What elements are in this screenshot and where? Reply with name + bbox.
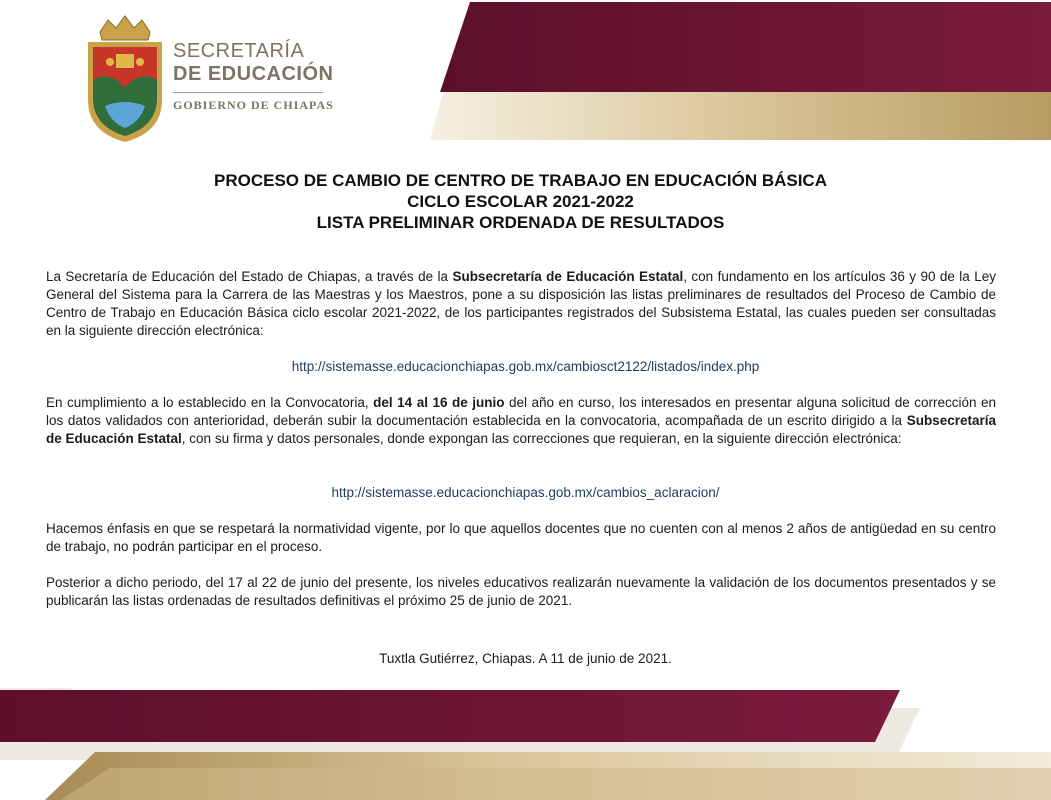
paragraph-4: Posterior a dicho periodo, del 17 al 22 de junio del presente, los niveles educativos realizarán nuevamente la validación de los documentos presentados y se publicarán las listas ordenadas de resultados definitivas el próximo 25 de junio de 2021. <box>46 575 996 608</box>
link-listados[interactable]: http://sistemasse.educacionchiapas.gob.mx/cambiosct2122/listados/index.php <box>291 359 760 374</box>
paragraph-2-bold-dates: del 14 al 16 de junio <box>373 395 505 410</box>
paragraph-2 <box>46 394 996 448</box>
title-line-1: PROCESO DE CAMBIO DE CENTRO DE TRABAJO EN EDUCACIÓN BÁSICA <box>214 171 827 190</box>
logo-divider <box>173 92 323 93</box>
paragraph-2-text-c: , con su firma y datos personales, donde expongan las correcciones que requieran, en la siguiente dirección electrónica: <box>181 431 902 446</box>
paragraph-1-text-a: La Secretaría de Educación del Estado de Chiapas, a través de la <box>46 269 453 284</box>
paragraph-1-bold: Subsecretaría de Educación Estatal <box>452 269 684 284</box>
document-title <box>0 170 1051 233</box>
logo-secretaria: SECRETARÍA <box>173 40 305 62</box>
secretaria-logo <box>80 10 350 145</box>
chiapas-crest-icon <box>80 10 170 145</box>
paragraph-2-text-a: En cumplimiento a lo establecido en la Convocatoria, <box>46 395 374 410</box>
title-line-3: LISTA PRELIMINAR ORDENADA DE RESULTADOS <box>316 213 725 232</box>
title-line-2: CICLO ESCOLAR 2021-2022 <box>407 192 634 211</box>
logo-gobierno: GOBIERNO DE CHIAPAS <box>173 98 334 112</box>
paragraph-1-text-b: , con fundamento en los artículos 36 y 90 de la Ley General del Sistema para la Carrera de las Maestras y los Maestros, pone a su disposición las listas preliminares de resultados del Proceso de Cambio de Centro de Trabajo en Educación Básica ciclo escolar 2021-2022, de los participantes registrados del Subsistema Estatal, las cuales pueden ser consultadas en la siguiente dirección electrónica: <box>46 269 996 338</box>
footer-maroon-band <box>0 690 900 742</box>
header-maroon-band <box>440 2 1051 92</box>
paragraph-1 <box>46 268 996 340</box>
link-aclaracion[interactable]: http://sistemasse.educacionchiapas.gob.mx/cambios_aclaracion/ <box>331 485 720 500</box>
paragraph-2-bold-subsecretaria: Subsecretaría de Educación Estatal <box>46 413 996 446</box>
logo-text <box>173 40 334 113</box>
logo-de-educacion: DE EDUCACIÓN <box>173 63 334 85</box>
footer-gold-stripe <box>60 768 1051 800</box>
closing-place-date: Tuxtla Gutiérrez, Chiapas. A 11 de junio de 2021. <box>379 651 672 666</box>
paragraph-3: Hacemos énfasis en que se respetará la normatividad vigente, por lo que aquellos docentes que no cuenten con al menos 2 años de antigüedad en su centro de trabajo, no podrán participar en el proceso. <box>46 521 996 554</box>
footer-decoration <box>0 680 1051 800</box>
paragraph-2-text-b: del año en curso, los interesados en presentar alguna solicitud de corrección en los datos validados con anterioridad, deberán subir la documentación establecida en la convocatoria, acompañada de un escrito dirigido a la <box>46 395 996 428</box>
